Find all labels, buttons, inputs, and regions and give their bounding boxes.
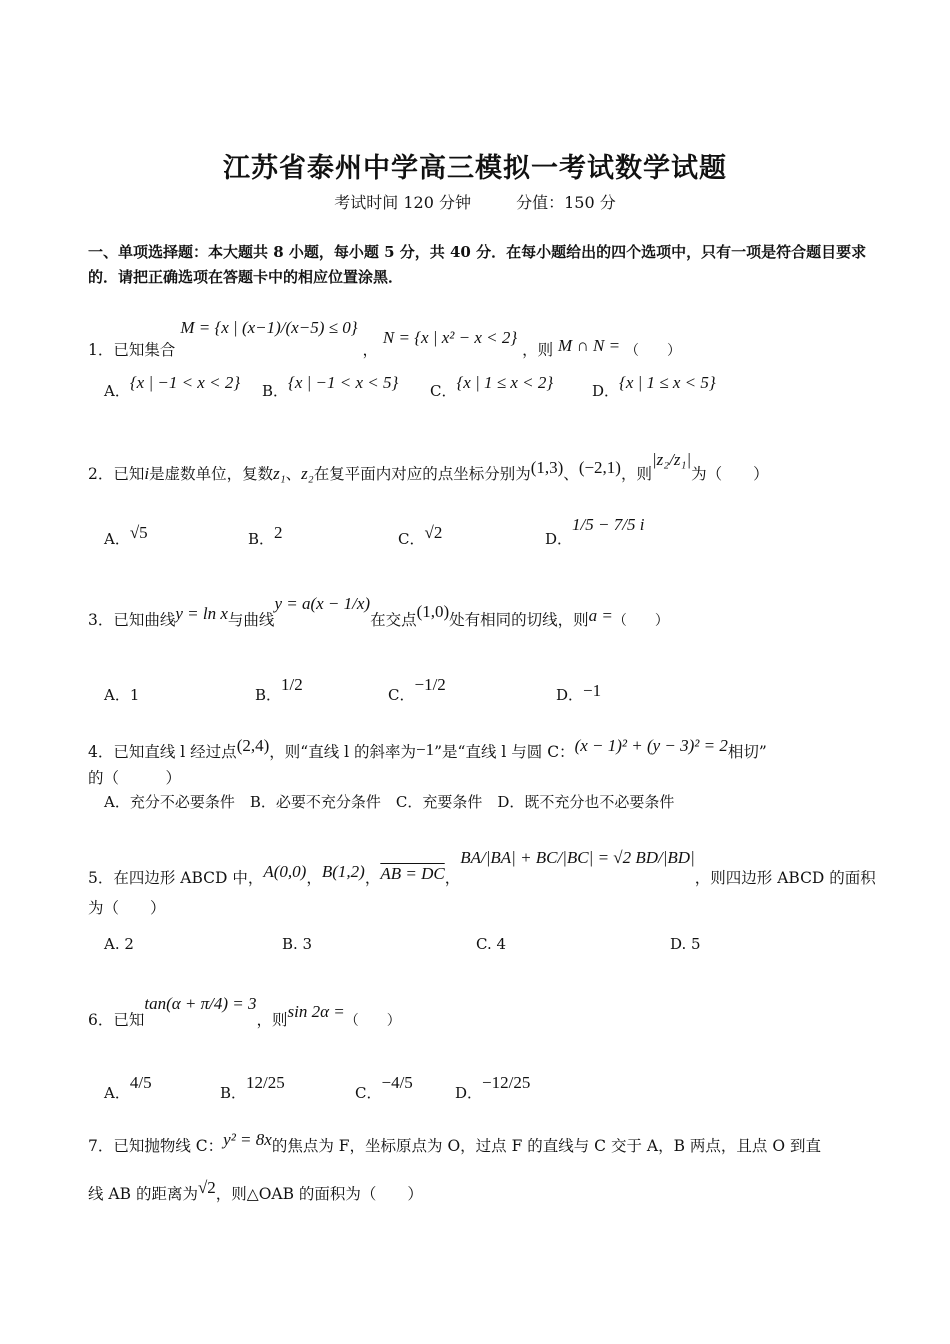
q2-option-d: D．1/5 − 7/5 i bbox=[545, 515, 645, 548]
q2-option-b: B．2 bbox=[248, 523, 283, 548]
q1-option-c: C．{x | 1 ≤ x < 2} bbox=[430, 373, 554, 400]
q6-option-b: B．12/25 bbox=[220, 1073, 285, 1102]
q5-option-d: D. 5 bbox=[670, 935, 701, 953]
q4-stem-cont: 的（ ） bbox=[88, 769, 182, 787]
section-heading: 一、单项选择题：本大题共 8 小题，每小题 5 分，共 40 分．在每小题给出的四个选项中，只有一项是符合题目要求的．请把正确选项在答题卡中的相应位置涂黑． bbox=[88, 243, 867, 286]
q2-option-c: C．√2 bbox=[398, 523, 443, 548]
q5-option-b: B. 3 bbox=[282, 935, 313, 953]
q7-stem-cont: 线 AB 的距离为√2，则△OAB 的面积为（ ） bbox=[88, 1178, 423, 1203]
q4-circle-eq: (x − 1)² + (y − 3)² = 2 bbox=[574, 736, 728, 755]
q3-option-a: A．1 bbox=[104, 686, 140, 704]
q3-stem: 3．已知曲线y = ln x与曲线y = a(x − 1/x)在交点(1,0)处有相同的切线，则a =（ ） bbox=[88, 594, 669, 629]
q3-option-c: C．−1/2 bbox=[388, 675, 446, 704]
q2-point-1: (1,3) bbox=[530, 458, 564, 477]
q1-label: 1．已知集合 bbox=[88, 341, 176, 359]
q1-option-a: A．{x | −1 < x < 2} bbox=[104, 373, 241, 400]
q3-option-d: D．−1 bbox=[556, 681, 602, 704]
q2-ratio: |z₂/z₁| bbox=[652, 450, 692, 469]
q5-stem-cont: 为（ ） bbox=[88, 899, 166, 917]
q6-stem: 6．已知tan(α + π/4) = 3，则sin 2α =（ ） bbox=[88, 994, 401, 1029]
exam-info bbox=[0, 190, 950, 213]
q2-stem: 2．已知i是虚数单位，复数z₁、z₂在复平面内对应的点坐标分别为(1,3)、(−2,1)，则|z₂/z₁|为（ ） bbox=[88, 450, 769, 483]
q1-option-b: B．{x | −1 < x < 5} bbox=[262, 373, 399, 400]
q3-curve-2: y = a(x − 1/x) bbox=[274, 594, 371, 613]
exam-time: 考试时间 120 分钟 bbox=[334, 193, 471, 212]
q7-stem: 7．已知抛物线 C：y² = 8x的焦点为 F，坐标原点为 O，过点 F 的直线与 C 交于 A，B 两点，且点 O 到直 bbox=[88, 1130, 821, 1155]
q3-point: (1,0) bbox=[416, 602, 450, 621]
q1-option-d: D．{x | 1 ≤ x < 5} bbox=[592, 373, 716, 400]
q3-option-b: B．1/2 bbox=[255, 675, 303, 704]
q6-option-d: D．−12/25 bbox=[455, 1073, 531, 1102]
q1-stem: 1．已知集合 M = {x | (x−1)/(x−5) ≤ 0} ， N = {x | x² − x < 2} ，则 M ∩ N = （ ） bbox=[88, 318, 681, 359]
q4-options: A．充分不必要条件 B．必要不充分条件 C．充要条件 D．既不充分也不必要条件 bbox=[104, 793, 675, 811]
q5-option-a: A. 2 bbox=[104, 935, 134, 953]
q1-set-n: N = {x | x² − x < 2} bbox=[382, 328, 518, 347]
q4-stem: 4．已知直线 l 经过点(2,4)，则“直线 l 的斜率为−1”是“直线 l 与圆 C：(x − 1)² + (y − 3)² = 2相切” bbox=[88, 736, 767, 761]
q1-intersection: M ∩ N = bbox=[558, 336, 621, 355]
exam-score: 分值：150 分 bbox=[516, 193, 616, 212]
q5-option-c: C. 4 bbox=[476, 935, 507, 953]
q5-stem: 5．在四边形 ABCD 中，A(0,0)，B(1,2)，AB = DC，BA/|BA| + BC/|BC| = √2 BD/|BD|，则四边形 ABCD 的面积 bbox=[88, 848, 876, 887]
q2-option-a: A．√5 bbox=[104, 523, 148, 548]
q5-vector-eq: BA/|BA| + BC/|BC| = √2 BD/|BD| bbox=[460, 848, 695, 867]
q3-curve-1: y = ln x bbox=[175, 604, 228, 623]
page-title: 江苏省泰州中学高三模拟一考试数学试题 bbox=[223, 153, 727, 184]
q6-option-c: C．−4/5 bbox=[355, 1073, 413, 1102]
q1-set-m: M = {x | (x−1)/(x−5) ≤ 0} bbox=[180, 318, 358, 337]
q2-point-2: (−2,1) bbox=[578, 458, 621, 477]
q6-condition: tan(α + π/4) = 3 bbox=[144, 994, 257, 1013]
q6-option-a: A．4/5 bbox=[104, 1073, 152, 1102]
